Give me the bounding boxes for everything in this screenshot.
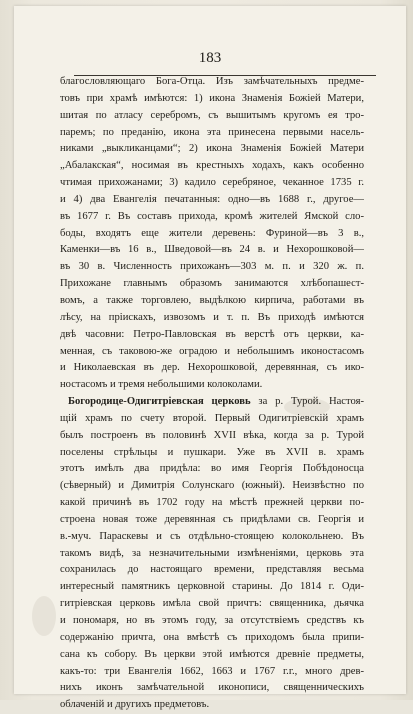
section-heading: Богородице-Одигитріевская церковь [68, 396, 251, 408]
text-line: благословляющаго Бога-Отца. Изъ замѣчательныхъ предме- [60, 76, 364, 87]
paragraph-1 [60, 74, 364, 394]
text-line: былъ построенъ въ половинѣ XVII вѣка, когда за р. Турой [60, 429, 364, 441]
text-line: гитріевская церковь имѣла свой причтъ: священника, дьячка [60, 598, 364, 610]
text-line: въ 1677 г. Въ составъ прихода, кромѣ жителей Ямской сло- [60, 210, 364, 222]
paper-stain [32, 596, 56, 636]
text-line: поселены стрѣльцы и пушкари. Уже въ XVII в. храмъ [60, 446, 364, 458]
text-line: щій храмъ по счету второй. Первый Одигитріевскій храмъ [60, 412, 364, 424]
text-line: лѣсу, на пріискахъ, извозомъ и т. п. Въ приходѣ имѣются [60, 311, 364, 323]
text-line: „Абалакская“, носимая въ крестныхъ ходахъ, какъ особенно [60, 160, 364, 172]
text-line: этотъ имѣлъ два придѣла: во имя Георгія Побѣдоносца [60, 463, 364, 475]
text-line: боды, входятъ еще жители деревень: Фуриной—въ 3 в., [60, 227, 364, 239]
text-line: ностасомъ и тремя небольшими колоколами. [60, 379, 263, 391]
text-line: какой причинѣ въ 1702 году на мѣстѣ прежней церкви по- [60, 497, 364, 509]
text-line: строена новая тоже деревянная съ придѣлами св. Георгія и [60, 513, 364, 525]
text-line: содержанію причта, она вмѣстѣ съ приходомъ была припи- [60, 631, 364, 643]
page-number: 183 [198, 50, 222, 66]
text-line: такомъ видѣ, за незначительными измѣненіями, церковь эта [60, 547, 364, 559]
text-line: сана къ собору. Въ церкви этой имѣются древніе предметы, [60, 648, 364, 660]
text-line: (сѣверный) и Димитрія Солунскаго (южный). Неизвѣстно по [60, 480, 364, 492]
text-line: паремъ; по преданію, икона эта принесена первыми насель- [60, 126, 364, 138]
text-line: двѣ часовни: Петро-Павловская въ верстѣ отъ церкви, ка- [60, 328, 364, 340]
text-line: и 4) два Евангелія печатанныя: одно—въ 1688 г., другое— [60, 193, 364, 205]
text-line: въ 30 в. Численность прихожанъ—303 м. п. и 320 ж. п. [60, 261, 364, 273]
text-line: менная, съ таковою-же оградою и небольшимъ иконостасомъ [60, 345, 364, 357]
page-body [60, 74, 364, 714]
text-line: какъ-то: три Евангелія 1662, 1663 и 1767 г.г., много древ- [60, 665, 364, 677]
text-line: интересный памятникъ церковной старины. До 1814 г. Оди- [60, 581, 364, 593]
text-line: шитая по атласу серебромъ, съ вышитымъ кругомъ ея тро- [60, 109, 364, 121]
text-line: Каменки—въ 16 в., Шведовой—въ 24 в. и Нехорошковой— [60, 244, 364, 256]
text-line: сохранилась до настоящаго времени, представляя весьма [60, 564, 364, 576]
text-line: и пономаря, но въ этомъ году, за отсутствіемъ средствъ къ [60, 615, 364, 626]
text-line: в.-муч. Параскевы и съ отдѣльно-стоящею колокольнею. Въ [60, 530, 364, 542]
heading-line [60, 394, 364, 411]
text-line: чтимая прихожанами; 3) кадило серебряное, чеканное 1735 г. [60, 177, 364, 189]
text-line: облаченій и другихъ предметовъ. [60, 699, 210, 711]
text-line: Прихожане главнымъ образомъ занимаются хлѣбопашест- [60, 278, 364, 290]
text-line: никами „выкликанцами“; 2) икона Знаменія Божіей Матери [60, 143, 364, 155]
text-line: вомъ, а также торговлею, выдѣлкою кирпича, работами въ [60, 294, 364, 306]
text-line: нихъ иконъ замѣчательной иконописи, священническихъ [60, 682, 364, 694]
paragraph-2 [60, 394, 364, 714]
text-line: товъ при храмѣ имѣются: 1) икона Знаменія Божіей Матери, [60, 92, 364, 104]
text-line: и Николаевская въ дер. Нехорошковой, деревянная, съ ико- [60, 362, 364, 374]
heading-continuation: за р. Турой. Настоя- [250, 396, 364, 408]
